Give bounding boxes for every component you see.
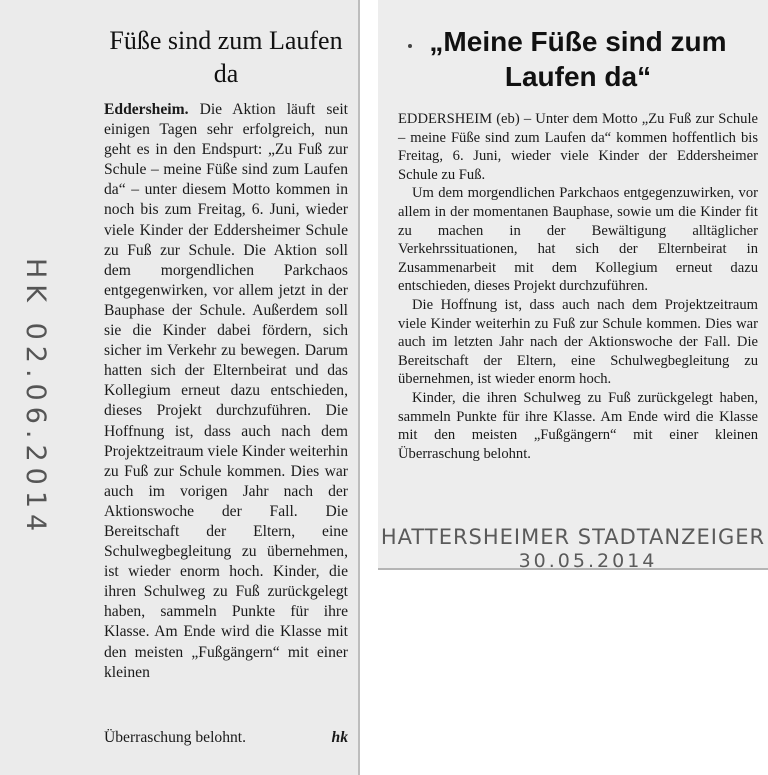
left-article <box>104 24 348 683</box>
left-article-title: Füße sind zum Laufen da <box>109 26 343 88</box>
left-article-dateline: Eddersheim. <box>104 101 189 118</box>
left-article-body <box>104 100 348 683</box>
source-date: 30.05.2014 <box>518 550 658 572</box>
right-article-paragraph: Um dem morgendlichen Parkchaos entgegenzuwirken, vor allem in der momentanen Bauphase, sowie um die Kinder fit zu machen in der Bewältigung alltäglicher Verkehrssituationen, hat sich der Elternbeirat in Zusammenarbeit mit dem Kollegium erneut dazu entschieden, dieses Projekt durchzuführen. <box>398 185 758 295</box>
right-article-body <box>398 110 758 463</box>
left-clipping <box>0 0 360 775</box>
right-article-title: „Meine Füße sind zum Laufen da“ <box>429 26 727 92</box>
left-article-last-line: Überraschung belohnt. <box>104 729 247 746</box>
print-dot <box>408 44 412 48</box>
margin-strip <box>0 0 96 775</box>
source-stamp <box>378 524 768 572</box>
right-clipping <box>378 0 768 570</box>
left-article-closing <box>104 728 348 748</box>
handwritten-date-note: HK 02.06.2014 <box>20 258 51 538</box>
right-article-paragraph: Kinder, die ihren Schulweg zu Fuß zurückgelegt haben, sammeln Punkte für ihre Klasse. Am Ende wird die Klasse mit den meisten „Fußgängern“ mit einer kleinen Überraschung belohnt. <box>398 389 758 462</box>
left-article-text: Die Aktion läuft seit einigen Tagen sehr erfolgreich, nun geht es in den Endspurt: „Zu Fuß zur Schule – meine Füße sind zum Laufen da“ – unter diesem Motto kommen in noch bis zum Freitag, 6. Juni, wieder viele Kinder der Eddersheimer Schule zu Fuß zur Schule. Die Aktion soll dem morgendlichen Parkchaos entgegenwirken, vor allem jetzt in der Bauphase der Schule. Außerdem soll sie die Kinder dabei fördern, sich sicher im Verkehr zu bewegen. Darum hatten sich der Elternbeirat und das Kollegium erneut dazu entschieden, dieses Projekt durchzuführen. Die Hoffnung ist, dass auch nach dem Projektzeitraum viele Kinder weiterhin zu Fuß zur Schule kommen. Dies war auch im vorigen Jahr nach der Aktionswoche der Fall. Die Bereitschaft der Eltern, eine Schulwegbegleitung zu übernehmen, ist wieder enorm hoch. Kinder, die ihren Schulweg zu Fuß zurückgelegt haben, sammeln Punkte für ihre Klasse. Am Ende wird die Klasse mit den meisten „Fußgängern“ mit einer kleinen <box>104 101 348 681</box>
author-initials: hk <box>331 729 348 746</box>
right-article-paragraph: EDDERSHEIM (eb) – Unter dem Motto „Zu Fuß zur Schule – meine Füße sind zum Laufen da“ kommen hoffentlich bis Freitag, 6. Juni, wieder viele Kinder der Eddersheimer Schule zu Fuß. <box>398 111 758 183</box>
right-article-paragraph: Die Hoffnung ist, dass auch nach dem Projektzeitraum viele Kinder weiterhin zu Fuß zur Schule kommen. Dies war auch im letzten Jahr nach der Aktionswoche der Fall. Die Bereitschaft der Eltern, eine Schulwegbegleitung zu übernehmen, ist wieder enorm hoch. <box>398 296 758 388</box>
source-publication: HATTERSHEIMER STADTANZEIGER <box>380 525 766 549</box>
right-article <box>398 24 758 463</box>
